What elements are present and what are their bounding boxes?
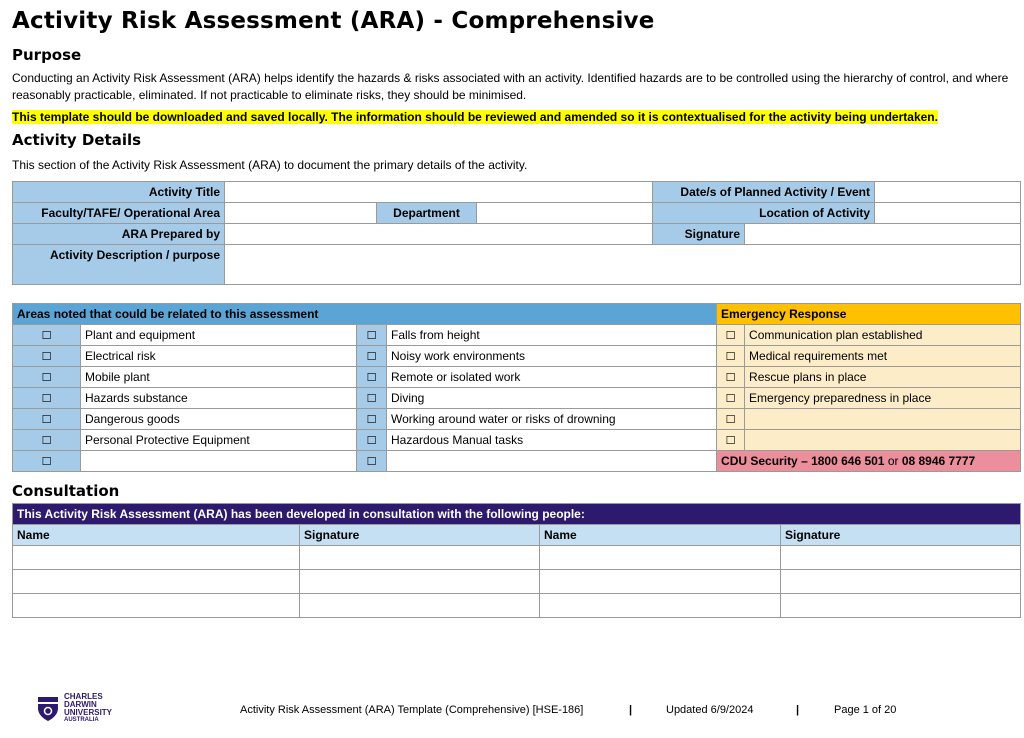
areas-row [13,367,1021,388]
logo-line: UNIVERSITY [64,708,113,717]
area-checkbox[interactable]: ☐ [13,388,81,409]
dates-field[interactable] [875,182,1021,203]
area-checkbox[interactable]: ☐ [357,346,387,367]
signature-field[interactable] [745,224,1021,245]
activity-details-table [12,181,1021,285]
areas-row [13,325,1021,346]
page-title: Activity Risk Assessment (ARA) - Comprehensive [12,8,655,34]
area-checkbox[interactable]: ☐ [357,451,387,472]
footer-doc-name: Activity Risk Assessment (ARA) Template (Comprehensive) [HSE-186] [240,704,584,716]
area-checkbox[interactable]: ☐ [13,451,81,472]
emergency-checkbox[interactable]: ☐ [717,367,745,388]
consult-name-cell[interactable] [13,594,300,618]
consultation-heading: Consultation [12,482,120,500]
footer-separator: | [629,704,633,716]
area-checkbox[interactable]: ☐ [13,346,81,367]
area-item-label: Personal Protective Equipment [81,430,357,451]
consult-signature-cell[interactable] [300,570,540,594]
cdu-security-contact [717,451,1021,472]
consult-name-cell[interactable] [540,594,781,618]
area-checkbox[interactable]: ☐ [13,325,81,346]
footer-updated: Updated 6/9/2024 [666,704,754,716]
footer-separator: | [796,704,800,716]
emergency-item-label [745,430,1021,451]
location-field[interactable] [875,203,1021,224]
areas-header: Areas noted that could be related to this assessment [13,304,717,325]
col-signature-2: Signature [781,525,1021,546]
activity-details-intro: This section of the Activity Risk Assessment (ARA) to document the primary details of the activity. [12,158,528,172]
description-field[interactable] [225,245,1021,285]
area-item-label [387,451,717,472]
document-page [12,4,1020,618]
area-item-label: Hazards substance [81,388,357,409]
emergency-item-label: Medical requirements met [745,346,1021,367]
purpose-text: Conducting an Activity Risk Assessment (ARA) helps identify the hazards & risks associated with an activity. Identified hazards are to be controlled using the hierarchy of control, and where reasonably practicable, eliminated. If not practicable to eliminate risks, they should be minimised. [12,71,1009,102]
emergency-header: Emergency Response [717,304,1021,325]
footer-page-number: Page 1 of 20 [834,704,897,716]
area-item-label: Working around water or risks of drowning [387,409,717,430]
template-notice-highlight: This template should be downloaded and saved locally. The information should be reviewed and amended so it is contextualised for the activity being undertaken. [12,110,938,124]
areas-table [12,303,1021,472]
faculty-field[interactable] [225,203,377,224]
department-label: Department [377,203,477,224]
col-name-2: Name [540,525,781,546]
area-checkbox[interactable]: ☐ [357,367,387,388]
area-item-label: Mobile plant [81,367,357,388]
col-name-1: Name [13,525,300,546]
area-item-label: Diving [387,388,717,409]
emergency-item-label: Communication plan established [745,325,1021,346]
consult-signature-cell[interactable] [300,546,540,570]
area-checkbox[interactable]: ☐ [13,409,81,430]
activity-title-label: Activity Title [13,182,225,203]
logo-line: CHARLES [64,692,103,701]
description-label: Activity Description / purpose [13,245,225,285]
emergency-checkbox[interactable]: ☐ [717,325,745,346]
area-item-label: Remote or isolated work [387,367,717,388]
areas-row [13,430,1021,451]
area-item-label [81,451,357,472]
consult-name-cell[interactable] [13,546,300,570]
area-item-label: Falls from height [387,325,717,346]
security-phone-alt: 08 8946 7777 [901,454,976,468]
areas-row [13,409,1021,430]
page-footer [36,692,1016,732]
consultation-banner: This Activity Risk Assessment (ARA) has been developed in consultation with the following people: [13,504,1021,525]
area-item-label: Dangerous goods [81,409,357,430]
emergency-checkbox[interactable]: ☐ [717,388,745,409]
emergency-item-label: Emergency preparedness in place [745,388,1021,409]
consult-signature-cell[interactable] [781,546,1021,570]
consult-signature-cell[interactable] [781,594,1021,618]
security-or: or [884,454,902,468]
area-checkbox[interactable]: ☐ [357,325,387,346]
emergency-item-label [745,409,1021,430]
department-field[interactable] [477,203,653,224]
areas-row [13,388,1021,409]
location-label: Location of Activity [653,203,875,224]
security-phone-primary: CDU Security – 1800 646 501 [721,454,885,468]
area-item-label: Hazardous Manual tasks [387,430,717,451]
col-signature-1: Signature [300,525,540,546]
signature-label: Signature [653,224,745,245]
area-item-label: Plant and equipment [81,325,357,346]
emergency-checkbox[interactable]: ☐ [717,409,745,430]
consult-name-cell[interactable] [540,570,781,594]
emergency-checkbox[interactable]: ☐ [717,430,745,451]
area-checkbox[interactable]: ☐ [357,409,387,430]
consult-signature-cell[interactable] [300,594,540,618]
consult-signature-cell[interactable] [781,570,1021,594]
consult-name-cell[interactable] [540,546,781,570]
area-item-label: Noisy work environments [387,346,717,367]
area-checkbox[interactable]: ☐ [13,367,81,388]
areas-row [13,346,1021,367]
area-item-label: Electrical risk [81,346,357,367]
logo-line: AUSTRALIA [64,717,99,723]
faculty-label: Faculty/TAFE/ Operational Area [13,203,225,224]
cdu-logo [36,692,136,728]
prepared-by-label: ARA Prepared by [13,224,225,245]
area-checkbox[interactable]: ☐ [357,388,387,409]
shield-icon [36,696,60,722]
logo-line: DARWIN [64,700,97,709]
areas-row [13,451,1021,472]
area-checkbox[interactable]: ☐ [13,430,81,451]
activity-title-field[interactable] [225,182,653,203]
prepared-by-field[interactable] [225,224,653,245]
activity-details-heading: Activity Details [12,131,142,149]
dates-label: Date/s of Planned Activity / Event [653,182,875,203]
consultation-table [12,503,1021,618]
emergency-checkbox[interactable]: ☐ [717,346,745,367]
purpose-heading: Purpose [12,46,82,64]
area-checkbox[interactable]: ☐ [357,430,387,451]
emergency-item-label: Rescue plans in place [745,367,1021,388]
consult-name-cell[interactable] [13,570,300,594]
